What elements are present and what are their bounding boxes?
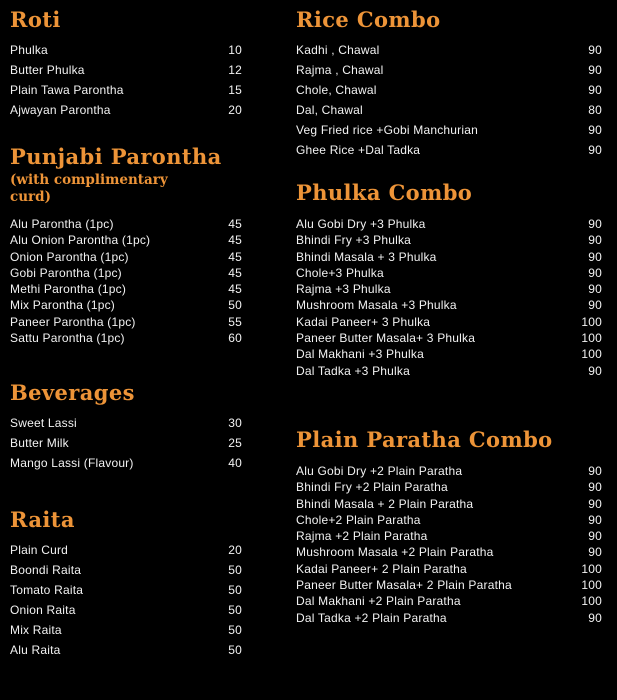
menu-item-name: Mushroom Masala +3 Phulka xyxy=(296,298,457,313)
menu-item-row xyxy=(10,603,242,623)
menu-item-price: 20 xyxy=(228,543,242,558)
menu-item-row xyxy=(10,543,242,563)
menu-item-price: 100 xyxy=(581,594,602,609)
menu-item-row xyxy=(296,83,602,103)
menu-item-row xyxy=(296,143,602,163)
menu-item-row xyxy=(10,623,242,643)
menu-section xyxy=(296,179,602,380)
menu-item-name: Chole+2 Plain Paratha xyxy=(296,512,421,527)
menu-item-name: Dal, Chawal xyxy=(296,103,363,117)
menu-item-row xyxy=(296,217,602,233)
menu-item-price: 80 xyxy=(588,103,602,117)
menu-item-price: 50 xyxy=(228,298,242,313)
menu-item-price: 90 xyxy=(588,233,602,248)
menu-item-price: 100 xyxy=(581,314,602,329)
menu-item-name: Alu Parontha (1pc) xyxy=(10,217,114,231)
menu-item-row xyxy=(296,63,602,83)
menu-item-name: Rajma , Chawal xyxy=(296,63,384,77)
menu-section xyxy=(10,379,242,476)
menu-item-name: Bhindi Fry +2 Plain Paratha xyxy=(296,480,448,495)
menu-item-price: 15 xyxy=(228,83,242,97)
menu-item-row xyxy=(10,583,242,603)
menu-item-row xyxy=(10,217,242,233)
menu-item-name: Alu Raita xyxy=(10,643,61,658)
menu-column-right xyxy=(296,0,602,627)
section-title: Phulka Combo xyxy=(296,180,473,205)
menu-item-row xyxy=(296,103,602,123)
section-title: Raita xyxy=(10,507,75,533)
menu-item-price: 90 xyxy=(588,545,602,560)
menu-item-price: 50 xyxy=(228,623,242,638)
menu-item-name: Gobi Parontha (1pc) xyxy=(10,265,122,280)
menu-item-price: 90 xyxy=(588,282,602,297)
section-subtitle: (with complimentary curd) xyxy=(10,172,168,205)
menu-item-price: 90 xyxy=(588,298,602,313)
menu-item-list xyxy=(10,416,242,476)
menu-item-row xyxy=(10,643,242,663)
menu-item-row xyxy=(296,364,602,380)
menu-item-row xyxy=(10,43,242,63)
menu-item-row xyxy=(10,315,242,331)
menu-item-name: Dal Makhani +3 Phulka xyxy=(296,347,424,362)
menu-item-row xyxy=(10,563,242,583)
menu-item-name: Butter Milk xyxy=(10,436,69,451)
menu-item-price: 50 xyxy=(228,603,242,618)
menu-section xyxy=(296,6,602,163)
menu-item-name: Bhindi Fry +3 Phulka xyxy=(296,233,412,248)
menu-item-row xyxy=(296,266,602,282)
menu-item-price: 12 xyxy=(228,63,242,77)
menu-item-name: Alu Gobi Dry +3 Phulka xyxy=(296,217,426,231)
menu-item-name: Veg Fried rice +Gobi Manchurian xyxy=(296,123,478,137)
menu-item-row xyxy=(296,123,602,143)
menu-item-name: Alu Onion Parontha (1pc) xyxy=(10,233,151,248)
menu-item-price: 45 xyxy=(228,265,242,280)
menu-item-row xyxy=(10,83,242,103)
menu-item-price: 45 xyxy=(228,217,242,231)
menu-item-name: Mix Raita xyxy=(10,623,62,638)
menu-item-price: 90 xyxy=(588,496,602,511)
menu-item-name: Dal Tadka +3 Phulka xyxy=(296,363,410,378)
menu-item-name: Paneer Butter Masala+ 2 Plain Paratha xyxy=(296,578,512,593)
menu-item-row xyxy=(10,436,242,456)
menu-item-price: 10 xyxy=(228,43,242,57)
menu-item-row xyxy=(10,282,242,298)
menu-item-name: Onion Raita xyxy=(10,603,76,618)
menu-item-row xyxy=(296,562,602,578)
menu-item-name: Kadai Paneer+ 3 Phulka xyxy=(296,314,431,329)
menu-item-row xyxy=(296,594,602,610)
menu-item-row xyxy=(296,578,602,594)
menu-item-row xyxy=(296,529,602,545)
menu-item-price: 100 xyxy=(581,347,602,362)
menu-item-name: Mushroom Masala +2 Plain Paratha xyxy=(296,545,494,560)
menu-item-name: Kadai Paneer+ 2 Plain Paratha xyxy=(296,561,467,576)
menu-item-price: 30 xyxy=(228,416,242,431)
menu-item-price: 90 xyxy=(588,217,602,231)
menu-item-name: Rajma +2 Plain Paratha xyxy=(296,529,428,544)
menu-item-price: 50 xyxy=(228,583,242,598)
menu-item-row xyxy=(10,250,242,266)
menu-item-row xyxy=(296,480,602,496)
menu-item-list xyxy=(10,217,242,347)
menu-item-name: Chole+3 Phulka xyxy=(296,265,384,280)
menu-item-row xyxy=(10,103,242,123)
menu-item-row xyxy=(296,43,602,63)
menu-item-name: Paneer Parontha (1pc) xyxy=(10,314,136,329)
menu-item-price: 90 xyxy=(588,480,602,495)
menu-item-row xyxy=(296,233,602,249)
menu-item-list xyxy=(296,464,602,627)
menu-item-row xyxy=(296,298,602,314)
menu-item-price: 45 xyxy=(228,282,242,297)
menu-column-left xyxy=(10,0,242,663)
menu-item-row xyxy=(296,545,602,561)
menu-item-name: Ajwayan Parontha xyxy=(10,103,111,117)
menu-item-price: 90 xyxy=(588,363,602,378)
menu-item-price: 90 xyxy=(588,512,602,527)
menu-item-price: 90 xyxy=(588,43,602,57)
menu-item-list xyxy=(10,43,242,123)
menu-item-price: 90 xyxy=(588,529,602,544)
menu-item-name: Bhindi Masala + 3 Phulka xyxy=(296,249,437,264)
menu-item-price: 55 xyxy=(228,314,242,329)
menu-item-name: Rajma +3 Phulka xyxy=(296,282,391,297)
menu-item-list xyxy=(10,543,242,663)
section-title: Beverages xyxy=(10,380,135,406)
menu-item-row xyxy=(296,497,602,513)
menu-item-name: Plain Tawa Parontha xyxy=(10,83,124,97)
menu-section xyxy=(296,426,602,627)
menu-item-price: 45 xyxy=(228,233,242,248)
menu-item-row xyxy=(296,464,602,480)
menu-item-name: Dal Tadka +2 Plain Paratha xyxy=(296,610,447,625)
section-title: Punjabi Parontha xyxy=(10,144,222,169)
menu-item-row xyxy=(296,315,602,331)
menu-item-row xyxy=(296,513,602,529)
menu-item-row xyxy=(10,416,242,436)
menu-item-row xyxy=(10,63,242,83)
menu-item-row xyxy=(296,331,602,347)
menu-item-row xyxy=(10,298,242,314)
menu-item-name: Phulka xyxy=(10,43,48,57)
section-title: Plain Paratha Combo xyxy=(296,426,553,452)
menu-item-price: 50 xyxy=(228,563,242,578)
menu-item-price: 90 xyxy=(588,123,602,137)
menu-item-row xyxy=(296,250,602,266)
menu-item-name: Ghee Rice +Dal Tadka xyxy=(296,143,421,157)
menu-item-row xyxy=(296,347,602,363)
menu-section xyxy=(10,6,242,123)
section-title: Roti xyxy=(10,7,61,32)
menu-item-price: 90 xyxy=(588,265,602,280)
menu-item-name: Butter Phulka xyxy=(10,63,85,77)
menu-item-row xyxy=(296,611,602,627)
menu-item-name: Kadhi , Chawal xyxy=(296,43,380,57)
menu-item-name: Onion Parontha (1pc) xyxy=(10,249,129,264)
menu-item-name: Alu Gobi Dry +2 Plain Paratha xyxy=(296,463,463,478)
menu-item-name: Tomato Raita xyxy=(10,583,84,598)
menu-item-price: 25 xyxy=(228,436,242,451)
menu-item-price: 60 xyxy=(228,331,242,346)
menu-item-row xyxy=(10,266,242,282)
menu-item-price: 90 xyxy=(588,463,602,478)
menu-item-name: Paneer Butter Masala+ 3 Phulka xyxy=(296,331,476,346)
menu-item-row xyxy=(296,282,602,298)
menu-item-price: 40 xyxy=(228,456,242,471)
menu-item-row xyxy=(10,456,242,476)
menu-item-name: Chole, Chawal xyxy=(296,83,377,97)
menu-item-name: Boondi Raita xyxy=(10,563,82,578)
menu-item-row xyxy=(10,233,242,249)
menu-item-name: Bhindi Masala + 2 Plain Paratha xyxy=(296,496,474,511)
menu-item-row xyxy=(10,331,242,347)
menu-item-price: 90 xyxy=(588,63,602,77)
menu-item-name: Methi Parontha (1pc) xyxy=(10,282,127,297)
menu-item-list xyxy=(296,217,602,380)
menu-item-name: Mango Lassi (Flavour) xyxy=(10,456,134,471)
menu-item-price: 90 xyxy=(588,83,602,97)
menu-item-name: Sattu Parontha (1pc) xyxy=(10,331,125,346)
menu-item-price: 90 xyxy=(588,249,602,264)
menu-item-price: 100 xyxy=(581,331,602,346)
menu-section xyxy=(10,506,242,663)
menu-item-price: 45 xyxy=(228,249,242,264)
menu-item-name: Plain Curd xyxy=(10,543,69,558)
menu-item-price: 20 xyxy=(228,103,242,117)
menu-item-price: 100 xyxy=(581,578,602,593)
menu-item-name: Mix Parontha (1pc) xyxy=(10,298,115,313)
section-title: Rice Combo xyxy=(296,7,441,32)
menu-item-price: 90 xyxy=(588,143,602,157)
menu-item-name: Sweet Lassi xyxy=(10,416,77,431)
menu-item-name: Dal Makhani +2 Plain Paratha xyxy=(296,594,461,609)
menu-item-price: 50 xyxy=(228,643,242,658)
menu-item-price: 100 xyxy=(581,561,602,576)
menu-item-list xyxy=(296,43,602,163)
menu-section xyxy=(10,143,242,347)
menu-item-price: 90 xyxy=(588,610,602,625)
